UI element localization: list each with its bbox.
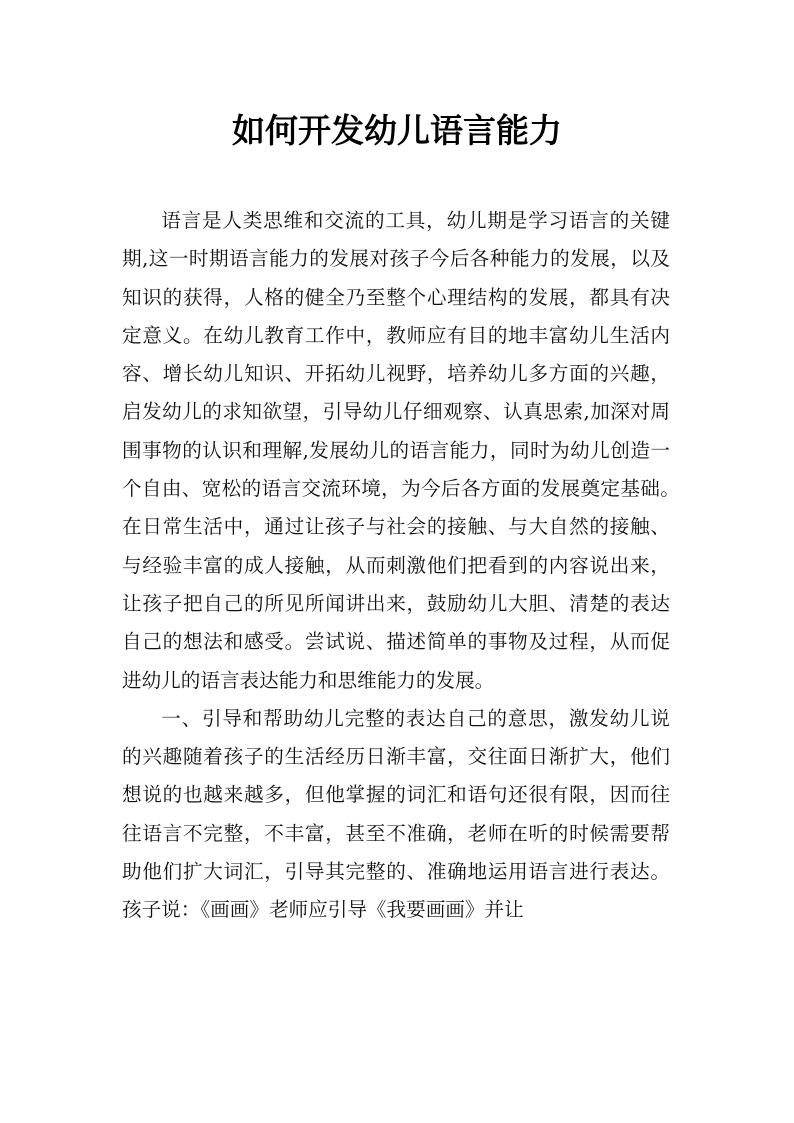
document-title: 如何开发幼儿语言能力 — [232, 111, 562, 150]
document-body — [122, 202, 690, 930]
paragraph: 语言是人类思维和交流的工具，幼儿期是学习语言的关键期,这一时期语言能力的发展对孩子今后各种能力的发展，以及知识的获得，人格的健全乃至整个心理结构的发展，都具有决定意义。在幼儿教育工作中，教师应有目的地丰富幼儿生活内容、增长幼儿知识、开拓幼儿视野，培养幼儿多方面的兴趣，启发幼儿的求知欲望，引导幼儿仔细观察、认真思索,加深对周围事物的认识和理解,发展幼儿的语言能力，同时为幼儿创造一个自由、宽松的语言交流环境，为今后各方面的发展奠定基础。 在日常生活中，通过让孩子与社会的接触、与大自然的接触、与经验丰富的成人接触，从而刺激他们把看到的内容说出来，让孩子把自己的所见所闻讲出来，鼓励幼儿大胆、清楚的表达自己的想法和感受。尝试说、描述简单的事物及过程，从而促进幼儿的语言表达能力和思维能力的发展。 — [122, 209, 690, 692]
paragraph: 一、引导和帮助幼儿完整的表达自己的意思，激发幼儿说的兴趣随着孩子的生活经历日渐丰富，交往面日渐扩大，他们想说的也越来越多，但他掌握的词汇和语句还很有限，因而往往语言不完整，不丰富，甚至不准确，老师在听的时候需要帮助他们扩大词汇，引导其完整的、准确地运用语言进行表达。孩子说：《画画》老师应引导《我要画画》并让 — [122, 706, 670, 922]
